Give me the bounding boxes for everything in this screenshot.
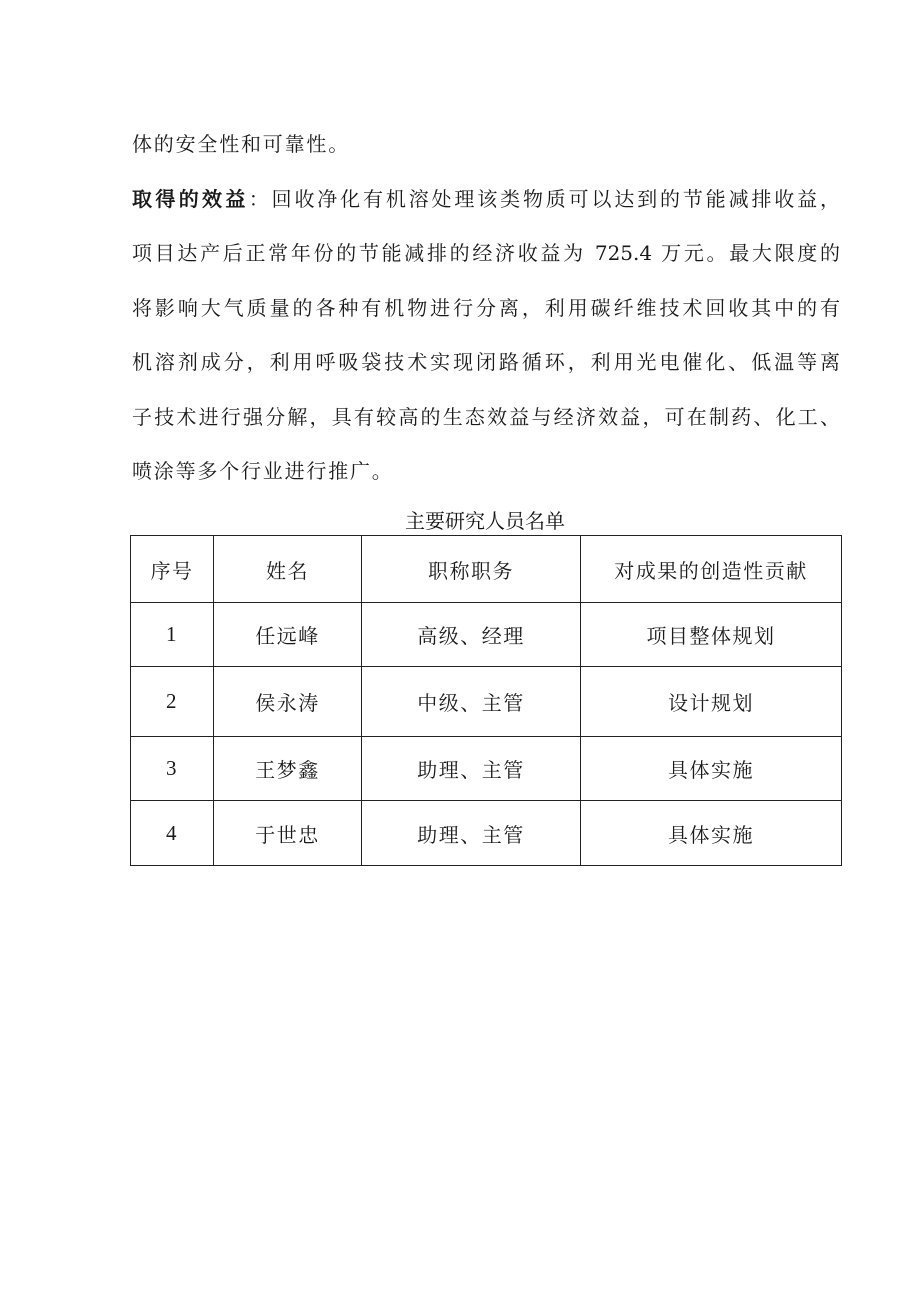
- cell-title: 助理、主管: [362, 737, 581, 801]
- cell-title: 助理、主管: [362, 801, 581, 866]
- cell-contribution: 项目整体规划: [581, 603, 842, 667]
- benefits-text-1: ：回收净化有机溶处理该类物质可以达到的节能减排收益，: [248, 187, 840, 211]
- cell-name: 侯永涛: [214, 667, 362, 737]
- cell-index: 3: [131, 737, 214, 801]
- benefits-line-3: 将影响大气质量的各种有机物进行分离，利用碳纤维技术回收其中的有: [132, 296, 840, 320]
- benefits-line-6: 喷涂等多个行业进行推广。: [132, 459, 394, 483]
- header-name: 姓名: [214, 536, 362, 603]
- table-row: [131, 801, 842, 866]
- cell-index: 2: [131, 667, 214, 737]
- benefits-line-2: 项目达产后正常年份的节能减排的经济收益为 725.4 万元。最大限度的: [132, 241, 840, 265]
- cell-contribution: 设计规划: [581, 667, 842, 737]
- cell-contribution: 具体实施: [581, 737, 842, 801]
- benefits-label: 取得的效益: [132, 187, 249, 211]
- table-row: [131, 603, 842, 667]
- benefits-line-4: 机溶剂成分，利用呼吸袋技术实现闭路循环，利用光电催化、低温等离: [132, 350, 840, 374]
- table-row: [131, 737, 842, 801]
- benefits-line-5: 子技术进行强分解，具有较高的生态效益与经济效益，可在制药、化工、: [132, 405, 840, 429]
- cell-index: 4: [131, 801, 214, 866]
- cell-index: 1: [131, 603, 214, 667]
- paragraph-tail: 体的安全性和可靠性。: [132, 132, 350, 156]
- header-contribution: 对成果的创造性贡献: [581, 536, 842, 603]
- table-header-row: [131, 536, 842, 603]
- table-row: [131, 667, 842, 737]
- table-title: 主要研究人员名单: [405, 509, 565, 533]
- cell-name: 于世忠: [214, 801, 362, 866]
- cell-contribution: 具体实施: [581, 801, 842, 866]
- cell-name: 王梦鑫: [214, 737, 362, 801]
- cell-title: 高级、经理: [362, 603, 581, 667]
- benefits-line-1: [132, 185, 840, 213]
- header-index: 序号: [131, 536, 214, 603]
- cell-name: 任远峰: [214, 603, 362, 667]
- cell-title: 中级、主管: [362, 667, 581, 737]
- researchers-table: [130, 535, 842, 866]
- header-title: 职称职务: [362, 536, 581, 603]
